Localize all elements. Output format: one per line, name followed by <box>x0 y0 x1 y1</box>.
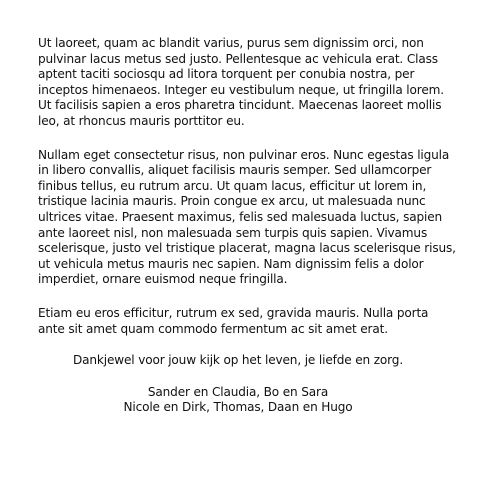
document-page <box>38 36 458 416</box>
signature-line-1: Sander en Claudia, Bo en Sara <box>147 384 329 399</box>
signature-block <box>38 385 458 416</box>
paragraph-3: Etiam eu eros efficitur, rutrum ex sed, gravida mauris. Nulla porta ante sit amet quam commodo fermentum ac sit amet erat. <box>38 305 429 336</box>
paragraph-1: Ut laoreet, quam ac blandit varius, purus sem dignissim orci, non pulvinar lacus metus sed justo. Pellentesque ac vehicula erat. Class aptent taciti sociosqu ad litora torquent per conubia nostra, per inceptos himenaeos. Integer eu vestibulum neque, ut fringilla lorem. Ut facilisis sapien a eros pharetra tincidunt. Maecenas laoreet mollis leo, at rhoncus mauris porttitor eu. <box>38 36 444 128</box>
paragraph-2: Nullam eget consectetur risus, non pulvinar eros. Nunc egestas ligula in libero convallis, aliquet facilisis mauris semper. Sed ullamcorper finibus tellus, eu rutrum arcu. Ut quam lacus, efficitur ut lorem in, tristique lacinia mauris. Proin congue ex arcu, ut malesuada nunc ultrices vitae. Praesent maximus, felis sed malesuada luctus, sapien ante laoreet nisl, non malesuada sem turpis quis sapien. Vivamus scelerisque, justo vel tristique placerat, magna lacus scelerisque risus, ut vehicula metus mauris nec sapien. Nam dignissim felis a dolor imperdiet, ornare euismod neque fringilla. <box>38 147 456 287</box>
signature-line-2: Nicole en Dirk, Thomas, Daan en Hugo <box>123 400 353 415</box>
thank-you-line: Dankjewel voor jouw kijk op het leven, je liefde en zorg. <box>72 353 404 368</box>
